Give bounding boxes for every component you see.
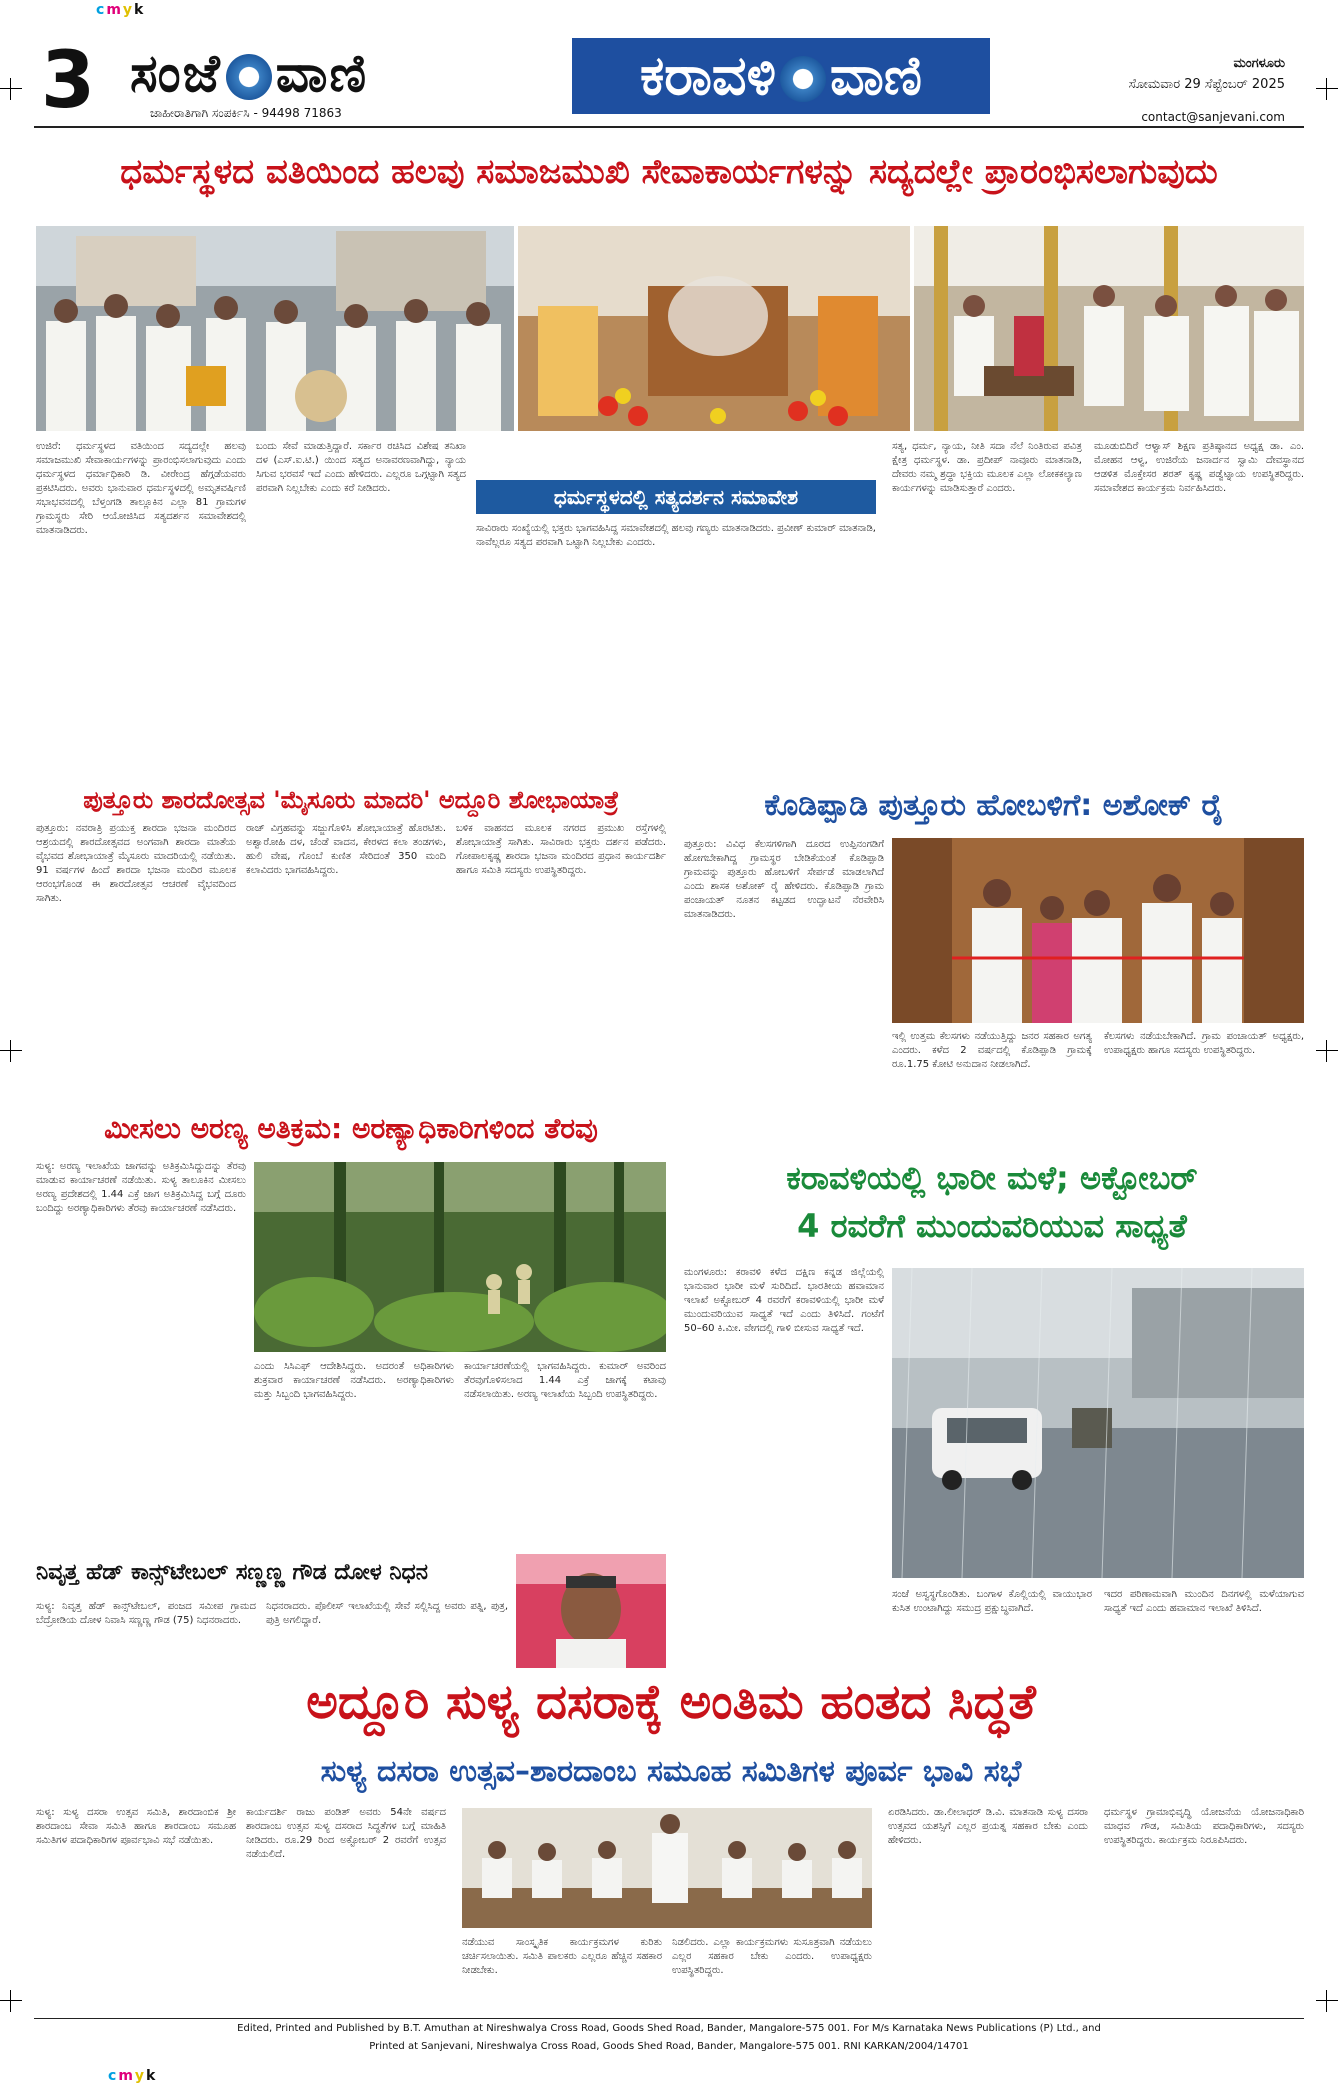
registration-mark (0, 1990, 22, 2012)
photo-audience (914, 226, 1304, 431)
footer-rule (34, 2018, 1304, 2019)
puttur-headline: ಪುತ್ತೂರು ಶಾರದೋತ್ಸವ 'ಮೈಸೂರು ಮಾದರಿ' ಅದ್ದೂರಿ ಶೋಭಾಯಾತ್ರೆ (83, 786, 619, 814)
photo-inauguration (892, 838, 1304, 1023)
puttur-col-1: ಪುತ್ತೂರು: ನವರಾತ್ರಿ ಪ್ರಯುಕ್ತ ಶಾರದಾ ಭಜನಾ ಮಂದಿರದ ಆಶ್ರಯದಲ್ಲಿ ಶಾರದೋತ್ಸವದ ಅಂಗವಾಗಿ ಶಾರದಾ ಮಾತೆಯ ವೈಭವದ ಶೋಭಾಯಾತ್ರೆ ಮೈಸೂರು ಮಾದರಿಯಲ್ಲಿ ನಡೆಯಿತು. 91 ವರ್ಷಗಳ ಹಿಂದೆ ಶಾರದಾ ಭಜನಾ ಮಂದಿರ ಮೂಲಕ ಆರಂಭಗೊಂಡ ಈ ಶಾರದೋತ್ಸವ ಆಚರಣೆ ವೈಭವದಿಂದ ಸಾಗಿತು. (36, 823, 236, 904)
imprint-line-1: Edited, Printed and Published by B.T. Amuthan at Nireshwalya Cross Road, Goods Shed Road, Bander, Mangalore-575 001. For M/s Karnataka News Publications (P) Ltd., and (237, 2023, 1101, 2034)
main-subhead: ಧರ್ಮಸ್ಥಳದಲ್ಲಿ ಸತ್ಯದರ್ಶನ ಸಮಾವೇಶ (476, 480, 876, 514)
dasara-col-4: ನಿಡಲಿದರು. ಎಲ್ಲಾ ಕಾರ್ಯಕ್ರಮಗಳು ಸುಸೂತ್ರವಾಗಿ ನಡೆಯಲು ಎಲ್ಲರ ಸಹಕಾರ ಬೇಕು ಎಂದರು. ಉಪಾಧ್ಯಕ್ಷರು ಉಪಸ್ಥಿತರಿದ್ದರು. (672, 1937, 872, 1976)
main-article-col-2: ಬಂದು ಸೇವೆ ಮಾಡುತ್ತಿದ್ದಾರೆ. ಸರ್ಕಾರ ರಚಿಸಿದ ವಿಶೇಷ ತನಿಖಾ ದಳ (ಎಸ್.ಐ.ಟಿ.) ಯಿಂದ ಸತ್ಯದ ಅನಾವರಣವಾಗಿದ್ದು, ನ್ಯಾಯ ಸಿಗುವ ಭರವಸೆ ಇದೆ ಎಂದು ಹೇಳಿದರು. ಎಲ್ಲರೂ ಒಗ್ಗಟ್ಟಾಗಿ ಸತ್ಯದ ಪರವಾಗಿ ನಿಲ್ಲಬೇಕು ಎಂದು ಕರೆ ನೀಡಿದರು. (256, 441, 466, 494)
kodippadi-col-2: ಇಲ್ಲಿ ಉತ್ತಮ ಕೆಲಸಗಳು ನಡೆಯುತ್ತಿದ್ದು ಜನರ ಸಹಕಾರ ಅಗತ್ಯ ಎಂದರು. ಕಳೆದ 2 ವರ್ಷದಲ್ಲಿ ಕೊಡಿಪ್ಪಾಡಿ ಗ್ರಾಮಕ್ಕೆ ರೂ.1.75 ಕೋಟಿ ಅನುದಾನ ನೀಡಲಾಗಿದೆ. (892, 1031, 1092, 1070)
photo-dasara-meeting (462, 1808, 872, 1928)
kodippadi-col-1: ಪುತ್ತೂರು: ವಿವಿಧ ಕೆಲಸಗಳಿಗಾಗಿ ದೂರದ ಉಪ್ಪಿನಂಗಡಿಗೆ ಹೋಗಬೇಕಾಗಿದ್ದ ಗ್ರಾಮಸ್ಥರ ಬೇಡಿಕೆಯಂತೆ ಕೊಡಿಪ್ಪಾಡಿ ಗ್ರಾಮವನ್ನು ಪುತ್ತೂರು ಹೋಬಳಿಗೆ ಸೇರ್ಪಡೆ ಮಾಡಲಾಗಿದೆ ಎಂದು ಶಾಸಕ ಅಶೋಕ್ ರೈ ಹೇಳಿದರು. ಕೊಡಿಪ್ಪಾಡಿ ಗ್ರಾಮ ಪಂಚಾಯತ್ ನೂತನ ಕಟ್ಟಡದ ಉದ್ಘಾಟನೆ ನೆರವೇರಿಸಿ ಮಾತನಾಡಿದರು. (684, 839, 884, 920)
contact-email: contact@sanjevani.com (1141, 110, 1285, 124)
obituary-headline: ನಿವೃತ್ತ ಹೆಡ್ ಕಾನ್ಸ್‌ಟೇಬಲ್ ಸಣ್ಣಣ್ಣ ಗೌಡ ದೋಳ ನಿಧನ (36, 1560, 428, 1585)
dasara-col-6: ಧರ್ಮಸ್ಥಳ ಗ್ರಾಮಾಭಿವೃದ್ಧಿ ಯೋಜನೆಯ ಯೋಜನಾಧಿಕಾರಿ ಮಾಧವ ಗೌಡ, ಸಮಿತಿಯ ಪದಾಧಿಕಾರಿಗಳು, ಸದಸ್ಯರು ಉಪಸ್ಥಿತರಿದ್ದರು. ಕಾರ್ಯಕ್ರಮ ನಿರೂಪಿಸಿದರು. (1104, 1807, 1304, 1846)
karavali-vani-logo: ಕರಾವಳಿ ವಾಣಿ (572, 38, 990, 114)
rain-col-3: ಇದರ ಪರಿಣಾಮವಾಗಿ ಮುಂದಿನ ದಿನಗಳಲ್ಲಿ ಮಳೆಯಾಗುವ ಸಾಧ್ಯತೆ ಇದೆ ಎಂದು ಹವಾಮಾನ ಇಲಾಖೆ ತಿಳಿಸಿದೆ. (1104, 1589, 1304, 1614)
obituary-col-2: ನಿಧನರಾದರು. ಪೊಲೀಸ್ ಇಲಾಖೆಯಲ್ಲಿ ಸೇವೆ ಸಲ್ಲಿಸಿದ್ದ ಅವರು ಪತ್ನಿ, ಪುತ್ರ, ಪುತ್ರಿ ಅಗಲಿದ್ದಾರೆ. (266, 1601, 508, 1626)
dasara-col-2: ಕಾರ್ಯದರ್ಶಿ ರಾಜು ಪಂಡಿತ್ ಅವರು 54ನೇ ವರ್ಷದ ಶಾರದಾಂಬ ಉತ್ಸವ ಸುಳ್ಯ ದಸರಾದ ಸಿದ್ಧತೆಗಳ ಬಗ್ಗೆ ಮಾಹಿತಿ ನೀಡಿದರು. ರೂ.29 ರಿಂದ ಅಕ್ಟೋಬರ್ 2 ರವರೆಗೆ ಉತ್ಸವ ನಡೆಯಲಿದೆ. (246, 1807, 446, 1860)
dasara-col-3: ನಡೆಯುವ ಸಾಂಸ್ಕೃತಿಕ ಕಾರ್ಯಕ್ರಮಗಳ ಕುರಿತು ಚರ್ಚಿಸಲಾಯಿತು. ಸಮಿತಿ ಪಾಲಕರು ಎಲ್ಲರೂ ಹೆಚ್ಚಿನ ಸಹಕಾರ ನೀಡಬೇಕು. (462, 1937, 662, 1976)
dasara-headline: ಅದ್ದೂರಿ ಸುಳ್ಯ ದಸರಾಕ್ಕೆ ಅಂತಿಮ ಹಂತದ ಸಿದ್ಧತೆ (306, 1674, 1036, 1730)
masthead-rule (34, 126, 1304, 128)
photo-rain-street (892, 1268, 1304, 1578)
advert-contact: ಜಾಹೀರಾತಿಗಾಗಿ ಸಂಪರ್ಕಿಸಿ - 94498 71863 (150, 106, 342, 120)
puttur-col-2: ರಾಜ್ ವಿಗ್ರಹವನ್ನು ಸಜ್ಜುಗೊಳಿಸಿ ಶೋಭಾಯಾತ್ರೆ ಹೊರಟಿತು. ಅಶ್ವಾರೋಹಿ ದಳ, ಚೆಂಡೆ ವಾದನ, ಕೇರಳದ ಕಲಾ ತಂಡಗಳು, ಹುಲಿ ವೇಷ, ಗೊಂಬೆ ಕುಣಿತ ಸೇರಿದಂತೆ 350 ಮಂದಿ ಕಲಾವಿದರು ಭಾಗವಹಿಸಿದ್ದರು. (246, 823, 446, 876)
main-article-col-1: ಉಜಿರೆ: ಧರ್ಮಸ್ಥಳದ ವತಿಯಿಂದ ಸದ್ಯದಲ್ಲೇ ಹಲವು ಸಮಾಜಮುಖಿ ಸೇವಾಕಾರ್ಯಗಳನ್ನು ಪ್ರಾರಂಭಿಸಲಾಗುವುದು ಎಂದು ಧರ್ಮಸ್ಥಳದ ಧರ್ಮಾಧಿಕಾರಿ ಡಿ. ವೀರೇಂದ್ರ ಹೆಗ್ಗಡೆಯವರು ಪ್ರಕಟಿಸಿದರು. ಅವರು ಭಾನುವಾರ ಧರ್ಮಸ್ಥಳದಲ್ಲಿ ಅಮೃತವರ್ಷಿಣಿ ಸಭಾಭವನದಲ್ಲಿ ಬೆಳ್ತಂಗಡಿ ತಾಲ್ಲೂಕಿನ ಎಲ್ಲಾ 81 ಗ್ರಾಮಗಳ ಗ್ರಾಮಸ್ಥರು ಸೇರಿ ಆಯೋಜಿಸಿದ ಸತ್ಯದರ್ಶನ ಸಮಾವೇಶದಲ್ಲಿ ಮಾತನಾಡಿದರು. (36, 441, 246, 536)
main-headline: ಧರ್ಮಸ್ಥಳದ ವತಿಯಿಂದ ಹಲವು ಸಮಾಜಮುಖಿ ಸೇವಾಕಾರ್ಯಗಳನ್ನು ಸದ್ಯದಲ್ಲೇ ಪ್ರಾರಂಭಿಸಲಾಗುವುದು (120, 152, 1218, 192)
forest-headline: ಮೀಸಲು ಅರಣ್ಯ ಅತಿಕ್ರಮ: ಅರಣ್ಯಾಧಿಕಾರಿಗಳಿಂದ ತೆರವು (104, 1112, 598, 1145)
kodippadi-headline: ಕೊಡಿಪ್ಪಾಡಿ ಪುತ್ತೂರು ಹೋಬಳಿಗೆ: ಅಶೋಕ್ ರೈ (764, 788, 1224, 823)
photo-yajna-ritual (518, 226, 910, 431)
registration-mark (0, 78, 22, 100)
registration-mark (1316, 78, 1338, 100)
registration-mark (1316, 1990, 1338, 2012)
cmyk-marks-bottom: cmyk (108, 2068, 158, 2084)
photo-portrait (516, 1554, 666, 1668)
puttur-col-3: ಬಳಿಕ ವಾಹನದ ಮೂಲಕ ನಗರದ ಪ್ರಮುಖ ರಸ್ತೆಗಳಲ್ಲಿ ಶೋಭಾಯಾತ್ರೆ ಸಾಗಿತು. ಸಾವಿರಾರು ಭಕ್ತರು ದರ್ಶನ ಪಡೆದರು. ಗೋಪಾಲಕೃಷ್ಣ ಶಾರದಾ ಭಜನಾ ಮಂದಿರದ ಪ್ರಧಾನ ಕಾರ್ಯದರ್ಶಿ ಹಾಗೂ ಸಮಿತಿ ಸದಸ್ಯರು ಉಪಸ್ಥಿತರಿದ್ದರು. (456, 823, 666, 876)
obituary-col-1: ಸುಳ್ಯ: ನಿವೃತ್ತ ಹೆಡ್ ಕಾನ್ಸ್‌ಟೇಬಲ್, ಪಂಜದ ಸಮೀಪ ಗ್ರಾಮದ ಬೆದ್ರೋಡಿಯ ದೋಳ ನಿವಾಸಿ ಸಣ್ಣಣ್ಣ ಗೌಡ (75) ನಿಧನರಾದರು. (36, 1601, 256, 1626)
imprint-line-2: Printed at Sanjevani, Nireshwalya Cross Road, Goods Shed Road, Bander, Mangalore-575 001. RNI KARKAN/2004/14701 (369, 2041, 969, 2052)
page-number: 3 (36, 40, 100, 122)
dateline: ಮಂಗಳೂರು ಸೋಮವಾರ 29 ಸೆಪ್ಟೆಂಬರ್ 2025 (1128, 56, 1285, 92)
rain-col-1: ಮಂಗಳೂರು: ಕರಾವಳಿ ಕಳೆದ ದಕ್ಷಿಣ ಕನ್ನಡ ಜಿಲ್ಲೆಯಲ್ಲಿ ಭಾನುವಾರ ಭಾರೀ ಮಳೆ ಸುರಿದಿದೆ. ಭಾರತೀಯ ಹವಾಮಾನ ಇಲಾಖೆ ಅಕ್ಟೋಬರ್ 4 ರವರೆಗೆ ಕರಾವಳಿಯಲ್ಲಿ ಭಾರೀ ಮಳೆ ಮುಂದುವರಿಯುವ ಸಾಧ್ಯತೆ ಇದೆ ಎಂದು ತಿಳಿಸಿದೆ. ಗಂಟೆಗೆ 50–60 ಕಿ.ಮೀ. ವೇಗದಲ್ಲಿ ಗಾಳಿ ಬೀಸುವ ಸಾಧ್ಯತೆ ಇದೆ. (684, 1267, 884, 1334)
rain-col-2: ಸಂಜೆ ಅಸ್ವಸ್ಥಗೊಂಡಿತು. ಬಂಗಾಳ ಕೊಲ್ಲಿಯಲ್ಲಿ ವಾಯುಭಾರ ಕುಸಿತ ಉಂಟಾಗಿದ್ದು ಸಮುದ್ರ ಪ್ರಕ್ಷುಬ್ಧವಾಗಿದೆ. (892, 1589, 1092, 1614)
forest-col-2: ಎಂದು ಸಿಸಿಎಫ್ ಆದೇಶಿಸಿದ್ದರು. ಅದರಂತೆ ಅಧಿಕಾರಿಗಳು ಶುಕ್ರವಾರ ಕಾರ್ಯಾಚರಣೆ ನಡೆಸಿದರು. ಅರಣ್ಯಾಧಿಕಾರಿಗಳು ಮತ್ತು ಸಿಬ್ಬಂದಿ ಭಾಗವಹಿಸಿದ್ದರು. (254, 1361, 454, 1400)
main-article-col-3: ಸಾವಿರಾರು ಸಂಖ್ಯೆಯಲ್ಲಿ ಭಕ್ತರು ಭಾಗವಹಿಸಿದ್ದ ಸಮಾವೇಶದಲ್ಲಿ ಹಲವು ಗಣ್ಯರು ಮಾತನಾಡಿದರು. ಪ್ರವೀಣ್ ಕುಮಾರ್ ಮಾತನಾಡಿ, ನಾವೆಲ್ಲರೂ ಸತ್ಯದ ಪರವಾಗಿ ಒಟ್ಟಾಗಿ ನಿಲ್ಲಬೇಕು ಎಂದರು. (476, 523, 876, 548)
photo-procession (36, 226, 514, 431)
dasara-col-1: ಸುಳ್ಯ: ಸುಳ್ಯ ದಸರಾ ಉತ್ಸವ ಸಮಿತಿ, ಶಾರದಾಂಬಿಕ ಶ್ರೀ ಶಾರದಾಂಬ ಸೇವಾ ಸಮಿತಿ ಹಾಗೂ ಶಾರದಾಂಬ ಸಮೂಹ ಸಮಿತಿಗಳ ಪದಾಧಿಕಾರಿಗಳ ಪೂರ್ವಭಾವಿ ಸಭೆ ನಡೆಯಿತು. (36, 1807, 236, 1846)
dasara-col-5: ಏರಡಿಸಿದರು. ಡಾ.ಲೀಲಾಧರ್ ಡಿ.ವಿ. ಮಾತನಾಡಿ ಸುಳ್ಯ ದಸರಾ ಉತ್ಸವದ ಯಶಸ್ಸಿಗೆ ಎಲ್ಲರ ಪ್ರಯತ್ನ ಸಹಕಾರ ಬೇಕು ಎಂದು ಹೇಳಿದರು. (888, 1807, 1088, 1846)
dove-emblem-icon (780, 56, 826, 102)
main-article-col-4: ಸತ್ಯ, ಧರ್ಮ, ನ್ಯಾಯ, ನೀತಿ ಸದಾ ನೆಲೆ ನಿಂತಿರುವ ಪವಿತ್ರ ಕ್ಷೇತ್ರ ಧರ್ಮಸ್ಥಳ. ಡಾ. ಪ್ರದೀಪ್ ನಾವೂರು ಮಾತನಾಡಿ, ದೇವರು ನಮ್ಮ ಶ್ರದ್ಧಾ ಭಕ್ತಿಯ ಮೂಲಕ ಎಲ್ಲಾ ಲೋಕಕಲ್ಯಾಣ ಕಾರ್ಯಗಳನ್ನು ಮಾಡಿಸುತ್ತಾರೆ ಎಂದರು. (892, 441, 1082, 494)
main-article-col-5: ಮೂಡುಬಿದಿರೆ ಆಳ್ವಾಸ್ ಶಿಕ್ಷಣ ಪ್ರತಿಷ್ಠಾನದ ಅಧ್ಯಕ್ಷ ಡಾ. ಎಂ. ಮೋಹನ ಆಳ್ವ, ಉಜಿರೆಯ ಜನಾರ್ದನ ಸ್ವಾಮಿ ದೇವಸ್ಥಾನದ ಆಡಳಿತ ಮೊಕ್ತೇಸರ ಶರತ್ ಕೃಷ್ಣ ಪಡ್ವೆಟ್ನಾಯ ಉಪಸ್ಥಿತರಿದ್ದರು. ಸಮಾವೇಶದ ಕಾರ್ಯಕ್ರಮ ನಿರ್ವಹಿಸಿದರು. (1094, 441, 1304, 494)
rain-headline-line-2: 4 ರವರೆಗೆ ಮುಂದುವರಿಯುವ ಸಾಧ್ಯತೆ (797, 1207, 1187, 1245)
forest-col-3: ಕಾರ್ಯಾಚರಣೆಯಲ್ಲಿ ಭಾಗವಹಿಸಿದ್ದರು. ಕುಮಾರ್ ಅವರಿಂದ ತೆರವುಗೊಳಿಸಲಾದ 1.44 ಎಕ್ರೆ ಜಾಗಕ್ಕೆ ಕಟಾವು ನಡೆಸಲಾಯಿತು. ಅರಣ್ಯ ಇಲಾಖೆಯ ಸಿಬ್ಬಂದಿ ಉಪಸ್ಥಿತರಿದ್ದರು. (464, 1361, 666, 1400)
photo-forest-clearing (254, 1162, 666, 1352)
dasara-subhead: ಸುಳ್ಯ ದಸರಾ ಉತ್ಸವ–ಶಾರದಾಂಬ ಸಮೂಹ ಸಮಿತಿಗಳ ಪೂರ್ವ ಭಾವಿ ಸಭೆ (320, 1754, 1022, 1789)
cmyk-marks-top: cmyk (96, 2, 146, 18)
sanjevani-logo: ಸಂಜೆ ವಾಣಿ (130, 44, 369, 104)
forest-col-1: ಸುಳ್ಯ: ಅರಣ್ಯ ಇಲಾಖೆಯ ಜಾಗವನ್ನು ಅತಿಕ್ರಮಿಸಿದ್ದುದನ್ನು ತೆರವು ಮಾಡುವ ಕಾರ್ಯಾಚರಣೆ ನಡೆಯಿತು. ಸುಳ್ಯ ತಾಲೂಕಿನ ಮೀಸಲು ಅರಣ್ಯ ಪ್ರದೇಶದಲ್ಲಿ 1.44 ಎಕ್ರೆ ಜಾಗ ಅತಿಕ್ರಮಿಸಿದ್ದ ಬಗ್ಗೆ ದೂರು ಬಂದಿದ್ದು ಅರಣ್ಯಾಧಿಕಾರಿಗಳು ತೆರವು ಕಾರ್ಯಾಚರಣೆ ನಡೆಸಿದರು. (36, 1161, 246, 1214)
dove-emblem-icon (226, 54, 272, 100)
registration-mark (0, 1040, 22, 1062)
kodippadi-col-3: ಕೆಲಸಗಳು ನಡೆಯಬೇಕಾಗಿದೆ. ಗ್ರಾಮ ಪಂಚಾಯತ್ ಅಧ್ಯಕ್ಷರು, ಉಪಾಧ್ಯಕ್ಷರು ಹಾಗೂ ಸದಸ್ಯರು ಉಪಸ್ಥಿತರಿದ್ದರು. (1104, 1031, 1304, 1056)
rain-headline-line-1: ಕರಾವಳಿಯಲ್ಲಿ ಭಾರೀ ಮಳೆ; ಅಕ್ಟೋಬರ್ (786, 1159, 1198, 1197)
registration-mark (1316, 1040, 1338, 1062)
